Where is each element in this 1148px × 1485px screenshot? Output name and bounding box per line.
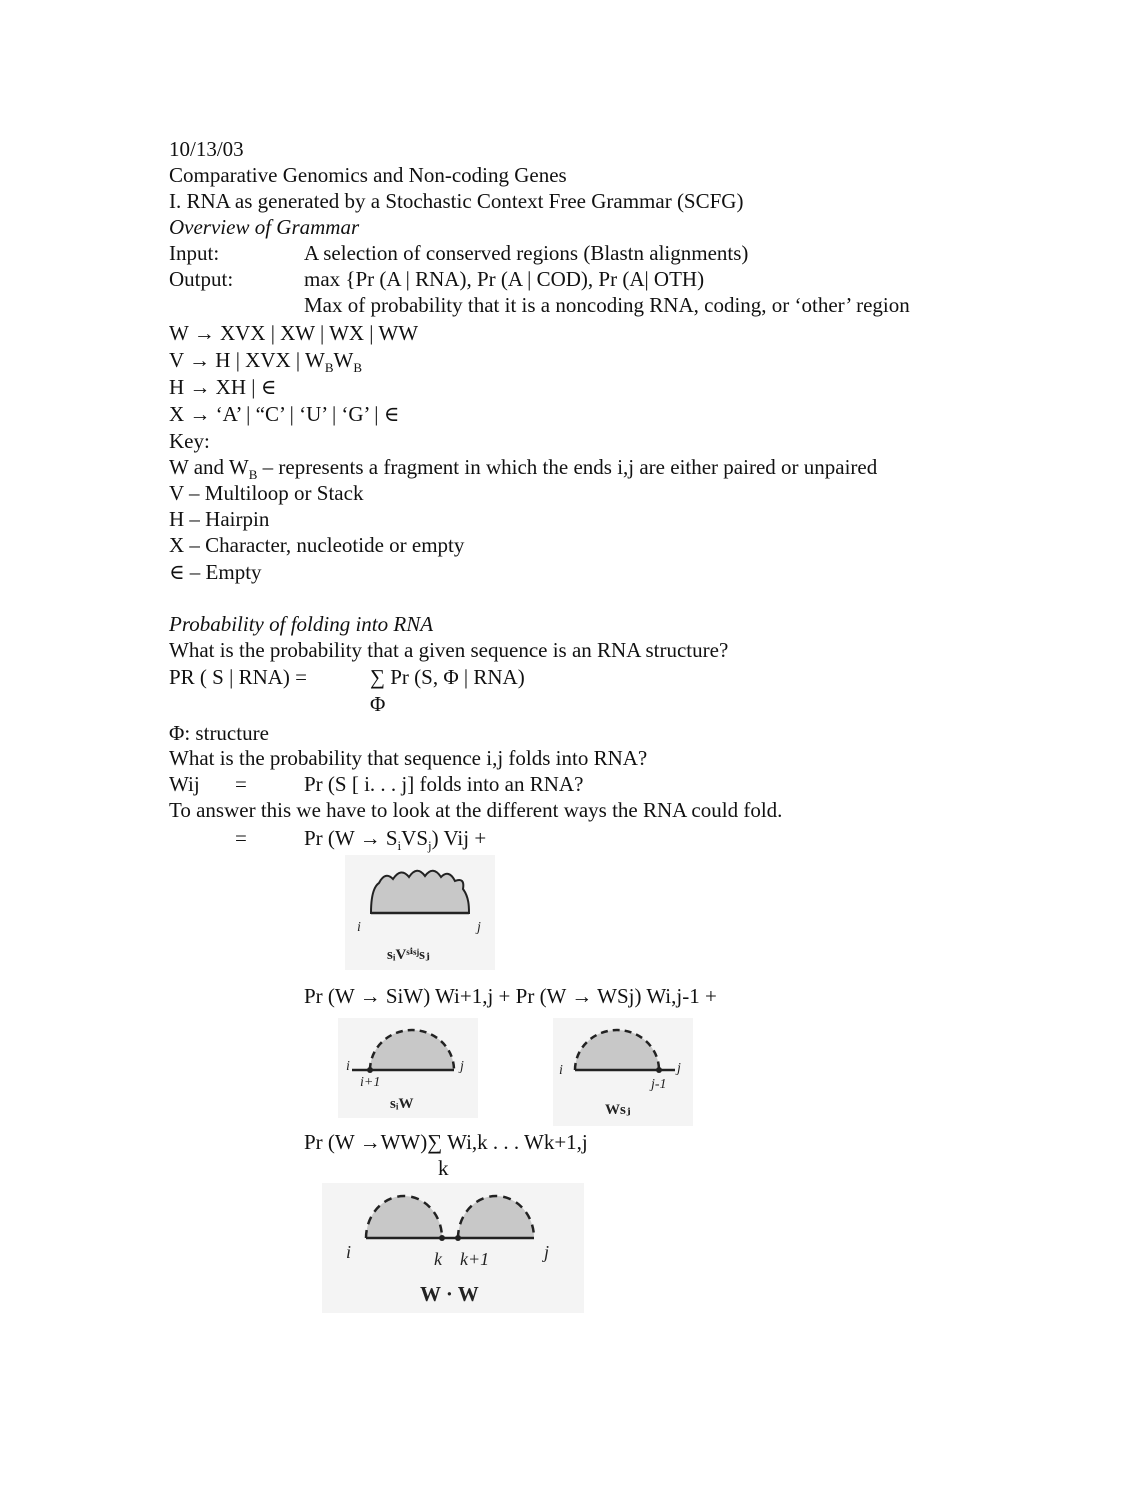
wij-lhs: Wij: [169, 772, 200, 796]
key-item-empty: ∈ – Empty: [169, 560, 262, 584]
grammar-rule-w: W → XVX | XW | WX | WW: [169, 321, 419, 345]
key-item-w: W and $W_B$ – represents a fragment in which the ends i,j are either paired or unpaired: [169, 455, 878, 483]
term3: Pr (W →WW)∑ Wi,k . . . Wk+1,j: [304, 1130, 588, 1154]
fig4-label-k: k: [434, 1249, 442, 1269]
figure-ww: [322, 1183, 584, 1313]
output-description: Max of probability that it is a noncoding RNA, coding, or ‘other’ region: [304, 293, 910, 317]
fig1-label-i: i: [357, 920, 361, 935]
overview-heading: Overview of Grammar: [169, 215, 360, 239]
key-item-v: V – Multiloop or Stack: [169, 481, 364, 505]
term1: Pr $(W \to S_iVS_j)$ Vij +: [304, 826, 487, 854]
output-text: max {Pr (A | RNA), Pr (A | COD), Pr (A| OTH): [304, 267, 705, 291]
document-title: Comparative Genomics and Non-coding Genes: [169, 163, 567, 187]
question-fold: What is the probability that sequence i,j folds into RNA?: [169, 746, 648, 770]
term2: Pr (W → SiW) Wi+1,j + Pr (W → WSj) Wi,j-1 +: [304, 984, 717, 1008]
key-item-x: X – Character, nucleotide or empty: [169, 533, 465, 557]
figure-hairpin: [345, 855, 495, 970]
figure-wsj: [553, 1018, 693, 1126]
fig3-caption: Wsⱼ: [605, 1102, 631, 1118]
pr-equation-rhs: ∑ Pr (S, Φ | RNA): [370, 665, 525, 689]
input-text: A selection of conserved regions (Blastn alignments): [304, 241, 749, 265]
pr-sum-index: Φ: [370, 692, 386, 716]
date: 10/13/03: [169, 137, 244, 161]
term3-sum-index: k: [438, 1156, 449, 1180]
fig3-label-j: j: [677, 1061, 681, 1076]
key-label: Key:: [169, 429, 210, 453]
section-heading: I. RNA as generated by a Stochastic Context Free Grammar (SCFG): [169, 189, 744, 213]
fig2-caption: sᵢW: [390, 1096, 414, 1112]
answer-text: To answer this we have to look at the different ways the RNA could fold.: [169, 798, 783, 822]
fig2-label-j: j: [460, 1059, 464, 1074]
grammar-rule-h: H → XH | ∈: [169, 375, 277, 399]
wij-rhs: Pr (S [ i. . . j] folds into an RNA?: [304, 772, 584, 796]
fig4-label-j: j: [544, 1242, 550, 1262]
grammar-rule-v: V → H | XVX | $W_BW_B$: [169, 348, 362, 376]
fig4-label-i: i: [346, 1242, 352, 1262]
grammar-rule-x: X → ‘A’ | “C’ | ‘U’ | ‘G’ | ∈: [169, 402, 400, 426]
input-label: Input:: [169, 241, 220, 265]
phi-definition: Φ: structure: [169, 721, 269, 745]
output-label: Output:: [169, 267, 234, 291]
fig2-label-i: i: [346, 1059, 350, 1074]
fig3-label-i: i: [559, 1063, 563, 1078]
wij-equals: =: [235, 772, 247, 796]
fig4-caption: W · W: [420, 1282, 479, 1306]
key-item-h: H – Hairpin: [169, 507, 270, 531]
fig4-label-k1: k+1: [460, 1249, 490, 1269]
probability-heading: Probability of folding into RNA: [169, 612, 434, 636]
fig3-label-j1: j-1: [651, 1077, 667, 1092]
term1-equals: =: [235, 826, 247, 850]
fig1-caption: sᵢVˢⁱˢʲsⱼ: [387, 947, 430, 963]
figure-siw: [338, 1018, 478, 1118]
pr-equation-lhs: PR ( S | RNA) =: [169, 665, 307, 689]
fig2-label-i1: i+1: [360, 1075, 381, 1090]
fig1-label-j: j: [477, 920, 481, 935]
question-rna-structure: What is the probability that a given sequence is an RNA structure?: [169, 638, 729, 662]
